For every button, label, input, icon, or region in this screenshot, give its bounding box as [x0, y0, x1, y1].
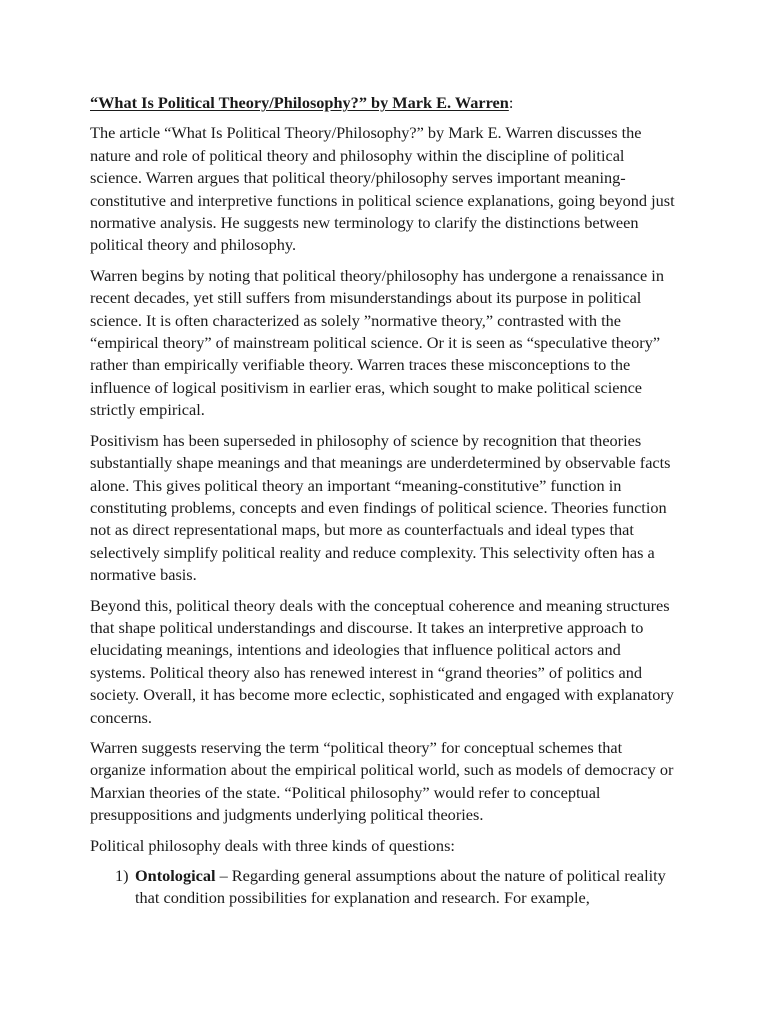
paragraph-renaissance: Warren begins by noting that political theory/philosophy has undergone a renaissance in recent decades, yet still suffers from misunderstandings about its purpose in political science. It is often characterized as solely ”normative theory,” contrasted with the “empirical theory” of mainstream political science. Or it is seen as “speculative theory” rather than empirically verifiable theory. Warren traces these misconceptions to the influence of logical positivism in earlier eras, which sought to make political science strictly empirical. [90, 265, 664, 420]
paragraph-questions: Political philosophy deals with three kinds of questions: [90, 835, 455, 855]
questions-list [90, 865, 680, 910]
paragraph-positivism: Positivism has been superseded in philosophy of science by recognition that theories substantially shape meanings and that meanings are underdetermined by observable facts alone. This gives political theory an important “meaning-constitutive” function in constituting problems, concepts and even findings of political science. Theories function not as direct representational maps, but more as counterfactuals and ideal types that selectively simplify political reality and reduce complexity. This selectivity often has a normative basis. [90, 430, 671, 585]
list-item-text: – Regarding general assumptions about the nature of political reality that condition possibilities for explanation and research. For example, [135, 866, 666, 908]
title-colon: : [508, 93, 514, 112]
document-title: “What Is Political Theory/Philosophy?” by Mark E. Warren [90, 93, 509, 112]
list-item [90, 865, 680, 910]
paragraph-conceptual: Beyond this, political theory deals with the conceptual coherence and meaning structures that shape political understandings and discourse. It takes an interpretive approach to elucidating meanings, intentions and ideologies that influence political actors and systems. Political theory also has renewed interest in “grand theories” of politics and society. Overall, it has become more eclectic, sophisticated and engaged with explanatory concerns. [90, 595, 674, 727]
paragraph-intro: The article “What Is Political Theory/Philosophy?” by Mark E. Warren discusses the nature and role of political theory and philosophy within the discipline of political science. Warren argues that political theory/philosophy serves important meaning-constitutive and interpretive functions in political science explanations, going beyond just normative analysis. He suggests new terminology to clarify the distinctions between political theory and philosophy. [90, 123, 675, 255]
list-item-number: 1) [115, 866, 129, 885]
list-item-term: Ontological [135, 866, 216, 885]
document-heading [90, 92, 680, 114]
document-page [90, 92, 680, 910]
paragraph-terminology: Warren suggests reserving the term “political theory” for conceptual schemes that organize information about the empirical political world, such as models of democracy or Marxian theories of the state. “Political philosophy” would refer to conceptual presuppositions and judgments underlying political theories. [90, 737, 674, 825]
